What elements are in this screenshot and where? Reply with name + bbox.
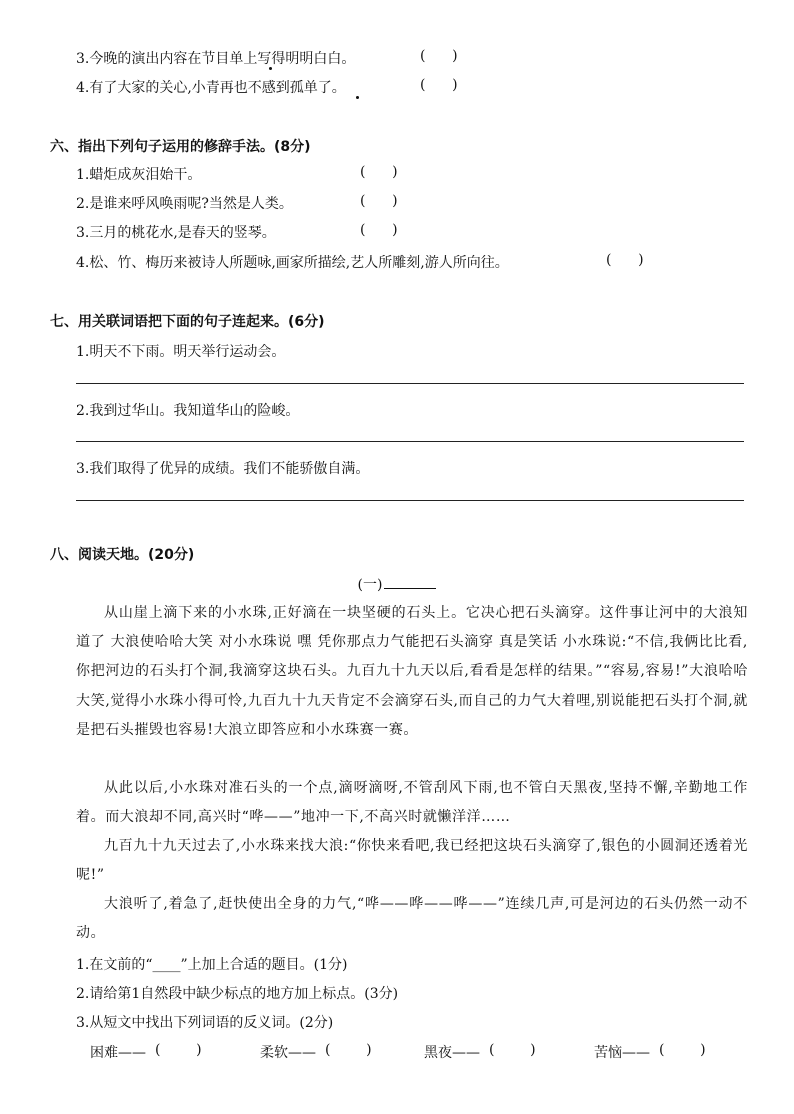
question-5-3: 3.今晚的演出内容在节目单上写得明明白白。 xyxy=(76,51,356,67)
emphasis-dot xyxy=(356,96,359,99)
answer-paren-6-1[interactable]: ( ) xyxy=(360,164,398,180)
passage-paragraph-4: 大浪听了,着急了,赶快使出全身的力气,“哗——哗——哗——”连续几声,可是河边的石头仍然一动不动。 xyxy=(76,896,748,942)
antonym-paren-2[interactable]: ( ) xyxy=(325,1042,372,1058)
antonym-word-4: 苦恼—— xyxy=(594,1045,650,1061)
antonym-word-2: 柔软—— xyxy=(260,1045,316,1061)
answer-line-7-3[interactable] xyxy=(76,500,744,501)
answer-line-7-1[interactable] xyxy=(76,383,744,384)
reading-question-3: 3.从短文中找出下列词语的反义词。(2分) xyxy=(76,1015,334,1031)
answer-paren-6-3[interactable]: ( ) xyxy=(360,222,398,238)
reading-question-2: 2.请给第1自然段中缺少标点的地方加上标点。(3分) xyxy=(76,986,399,1002)
question-7-3: 3.我们取得了优异的成绩。我们不能骄傲自满。 xyxy=(76,461,370,477)
answer-paren-6-2[interactable]: ( ) xyxy=(360,193,398,209)
answer-paren-5-3[interactable]: ( ) xyxy=(420,48,458,64)
question-6-1: 1.蜡炬成灰泪始干。 xyxy=(76,167,202,183)
passage-paragraph-1: 从山崖上滴下来的小水珠,正好滴在一块坚硬的石头上。它决心把石头滴穿。这件事让河中的大浪知道了 大浪使哈哈大笑 对小水珠说 嘿 凭你那点力气能把石头滴穿 真是笑话 小水珠说:“不信,我俩比比看,你把河边的石头打个洞,我滴穿这块石头。九百九十九天以后,看看是怎样的结果。”“容易,容易!”大浪哈哈大笑,觉得小水珠小得可怜,九百九十九天肯定不会滴穿石头,而自己的力气大着哩,别说能把石头打个洞,就是把石头摧毁也容易!大浪立即答应和小水珠赛一赛。 xyxy=(76,605,748,738)
question-5-4: 4.有了大家的关心,小青再也不感到孤单了。 xyxy=(76,80,346,96)
question-6-3: 3.三月的桃花水,是春天的竖琴。 xyxy=(76,225,276,241)
antonym-paren-4[interactable]: ( ) xyxy=(659,1042,706,1058)
antonym-word-1: 困难—— xyxy=(90,1045,146,1061)
question-6-2: 2.是谁来呼风唤雨呢?当然是人类。 xyxy=(76,196,293,212)
antonym-paren-3[interactable]: ( ) xyxy=(489,1042,536,1058)
antonym-paren-1[interactable]: ( ) xyxy=(155,1042,202,1058)
question-7-1: 1.明天不下雨。明天举行运动会。 xyxy=(76,344,286,360)
antonym-word-3: 黑夜—— xyxy=(424,1045,480,1061)
section-6-heading: 六、指出下列句子运用的修辞手法。(8分) xyxy=(50,139,311,155)
passage-paragraph-3: 九百九十九天过去了,小水珠来找大浪:“你快来看吧,我已经把这块石头滴穿了,银色的小圆洞还透着光呢!” xyxy=(76,838,748,884)
answer-line-7-2[interactable] xyxy=(76,441,744,442)
passage-title xyxy=(0,574,794,594)
question-7-2: 2.我到过华山。我知道华山的险峻。 xyxy=(76,403,300,419)
answer-paren-6-4[interactable]: ( ) xyxy=(606,252,644,268)
reading-question-1: 1.在文前的“____”上加上合适的题目。(1分) xyxy=(76,957,348,973)
section-7-heading: 七、用关联词语把下面的句子连起来。(6分) xyxy=(50,314,325,330)
answer-paren-5-4[interactable]: ( ) xyxy=(420,77,458,93)
question-6-4: 4.松、竹、梅历来被诗人所题咏,画家所描绘,艺人所雕刻,游人所向往。 xyxy=(76,255,509,271)
emphasis-dot xyxy=(269,67,272,70)
passage-number: (一) xyxy=(357,577,383,593)
section-8-heading: 八、阅读天地。(20分) xyxy=(50,547,195,563)
title-blank[interactable] xyxy=(384,574,436,589)
passage-paragraph-2: 从此以后,小水珠对准石头的一个点,滴呀滴呀,不管刮风下雨,也不管白天黑夜,坚持不懈,辛勤地工作着。而大浪却不同,高兴时“哗——”地冲一下,不高兴时就懒洋洋…… xyxy=(76,780,748,826)
